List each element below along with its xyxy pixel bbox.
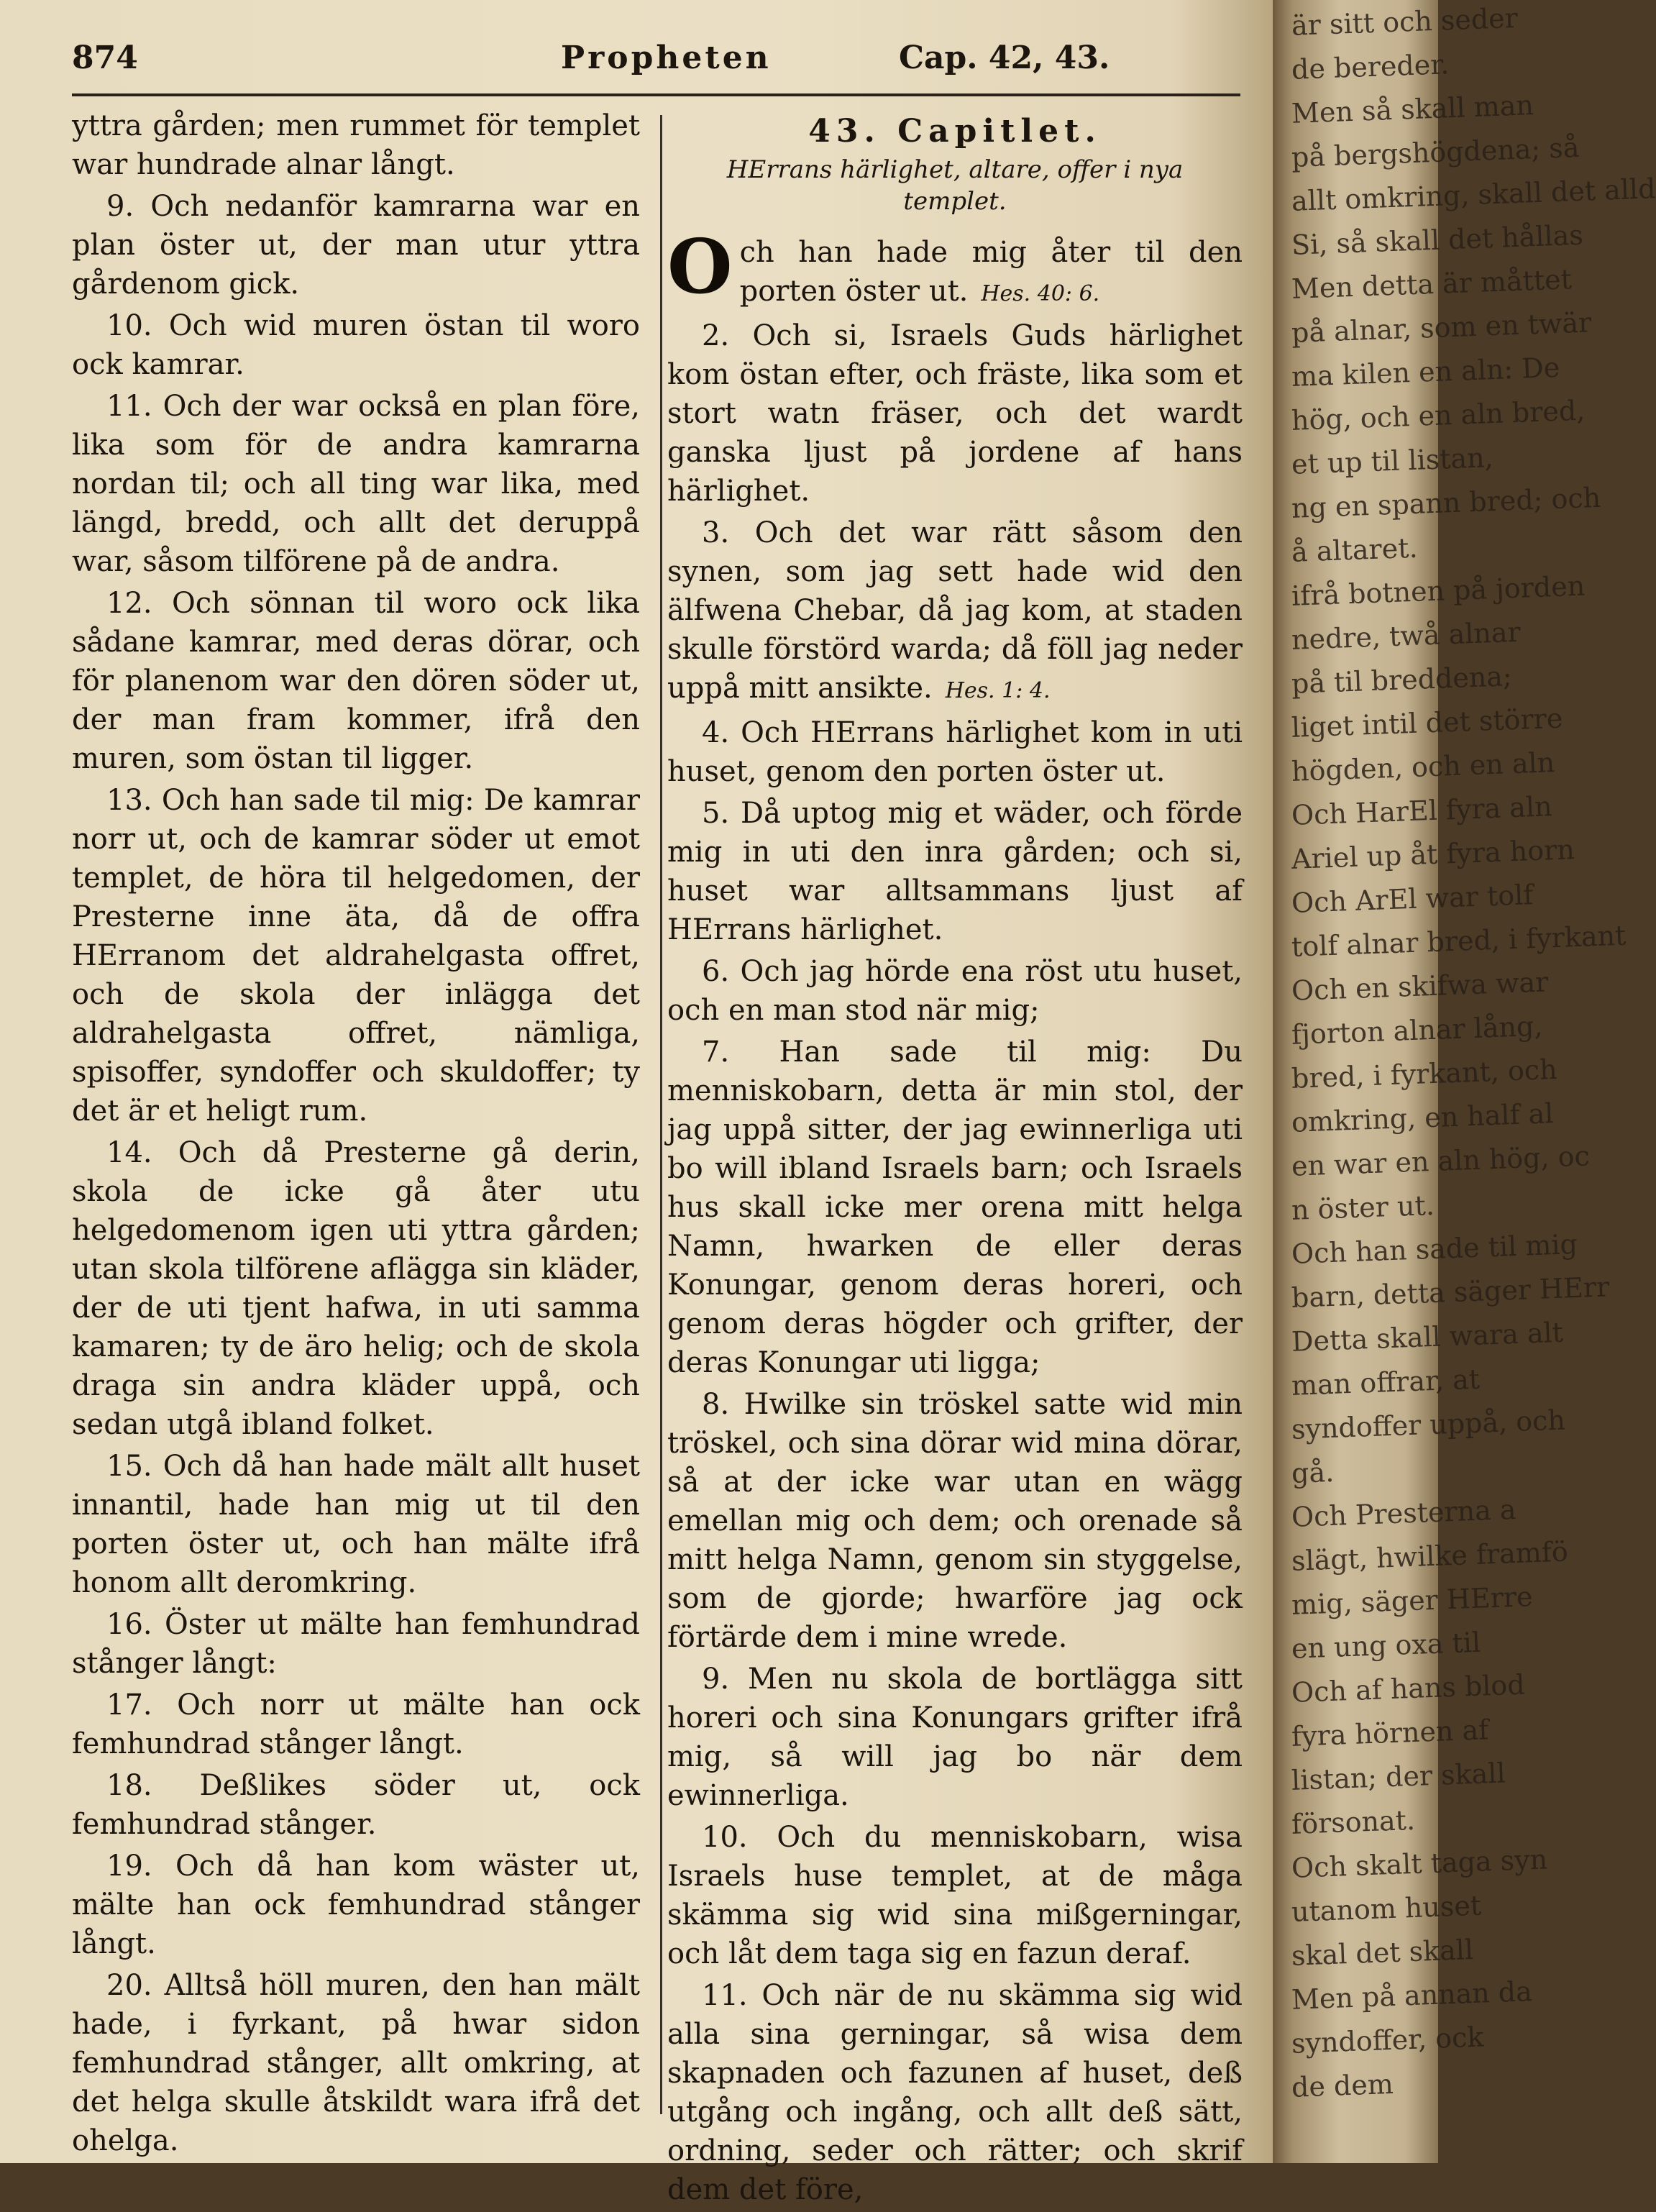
verse-number: 11.: [106, 390, 152, 423]
verse-text: Och der war också en plan före, lika som för de andra kamrarna nordan til; och all ting war lika, med längd, bredd, och allt det deruppå war, såsom tilförene på de andra.: [72, 390, 640, 578]
cross-reference: Hes. 40: 6.: [981, 281, 1100, 306]
verse-text: Alltså höll muren, den han mält hade, i fyrkant, på hwar sidon femhundrad stånger, allt omkring, at det helga skulle åtskildt wara ifrå det ohelga.: [72, 1969, 640, 2157]
facing-page-line: n öster ut.: [1291, 1189, 1435, 1226]
verse-number: 16.: [106, 1608, 152, 1641]
facing-page-line: mig, säger HErre: [1291, 1581, 1534, 1621]
facing-page-line: Och ArEl war tolf: [1291, 879, 1534, 919]
verse-paragraph: [72, 106, 640, 184]
facing-page-line: Detta skall wara alt: [1291, 1316, 1564, 1358]
facing-page-line: Men så skall man: [1291, 89, 1534, 129]
verse-paragraph: [72, 1686, 640, 1763]
facing-page-line: fyra hörnen af: [1291, 1714, 1489, 1752]
verse-text: Och HErrans härlighet kom in uti huset, genom den porten öster ut.: [667, 716, 1243, 788]
verse-paragraph: [72, 1447, 640, 1602]
page-number: 874: [72, 40, 138, 76]
verse-text: Deßlikes söder ut, ock femhundrad stånger.: [72, 1769, 640, 1841]
verse-number: 10.: [702, 1821, 748, 1854]
verse-paragraph: [72, 1605, 640, 1683]
verse-paragraph: [72, 187, 640, 303]
facing-page-edge: [1273, 0, 1656, 2163]
verse-text: Och när de nu skämma sig wid alla sina gerningar, så wisa dem skapnaden och fazunen af huset, deß utgång och ingång, och allt deß sätt, ordning, seder och rätter; och skrif dem det före,: [667, 1979, 1243, 2206]
facing-page-line: de dem: [1291, 2067, 1394, 2103]
verse-number: 4.: [702, 716, 730, 749]
verse-text: Och han sade til mig: De kamrar norr ut, och de kamrar söder ut emot templet, de höra til helgedomen, der Presterne inne äta, då de offra HErranom det aldrahelgasta offret, och de skola der inlägga det aldrahelgasta offret, nämliga, spisoffer, syndoffer och skuldoffer; ty det är et heligt rum.: [72, 784, 640, 1128]
verse-text: ch han hade mig åter til den porten öster ut.: [739, 236, 1243, 308]
verse-paragraph: [667, 222, 1243, 314]
verse-paragraph: [667, 513, 1243, 710]
facing-page-line: Och HarEl fyra aln: [1291, 790, 1553, 831]
facing-page-line: barn, detta säger HErr: [1291, 1271, 1610, 1314]
facing-page-line: hög, och en aln bred,: [1291, 394, 1586, 437]
drop-cap: O: [667, 222, 733, 311]
facing-page-line: försonat.: [1291, 1804, 1416, 1840]
facing-page-line: gå.: [1291, 1455, 1335, 1489]
facing-page-line: Och skalt taga syn: [1291, 1843, 1548, 1884]
verse-number: 6.: [702, 955, 730, 988]
facing-page-line: en war en aln hög, oc: [1291, 1140, 1591, 1182]
verse-number: 14.: [106, 1136, 152, 1169]
column-divider: [660, 115, 662, 2114]
verse-text: Och wid muren östan til woro ock kamrar.: [72, 309, 641, 381]
verse-paragraph: [72, 781, 640, 1130]
verse-text: Och norr ut mälte han ock femhundrad stånger långt.: [72, 1688, 640, 1760]
facing-page-line: ng en spann bred; och: [1291, 481, 1601, 524]
facing-page-line: är sitt och seder: [1291, 1, 1519, 42]
verse-paragraph: [667, 316, 1243, 511]
right-column: [667, 106, 1243, 2212]
facing-page-line: på til breddena;: [1291, 660, 1513, 700]
verse-text: Och nedanför kamrarna war en plan öster ut, der man utur yttra gårdenom gick.: [72, 190, 640, 301]
verse-number: 7.: [702, 1036, 730, 1069]
facing-page-line: Och han sade til mig: [1291, 1228, 1578, 1270]
facing-page-line: fjorton alnar lång,: [1291, 1010, 1544, 1051]
facing-page-line: ma kilen en aln: De: [1291, 351, 1560, 393]
verse-paragraph: [667, 1033, 1243, 1382]
facing-page-line: listan; der skall: [1291, 1757, 1506, 1796]
chapter-summary: HErrans härlighet, altare, offer i nya templet.: [726, 155, 1184, 216]
verse-text: Och då han hade mält allt huset innantil, hade han mig ut til den porten öster ut, och han mälte ifrå honom allt deromkring.: [72, 1450, 640, 1599]
verse-text: yttra gården; men rummet för templet war hundrade alnar långt.: [72, 109, 640, 181]
verse-number: 15.: [106, 1450, 152, 1483]
facing-page-line: syndoffer uppå, och: [1291, 1404, 1566, 1445]
verse-text: Då uptog mig et wäder, och förde mig in uti den inra gården; och si, huset war alltsammans ljust af HErrans härlighet.: [667, 797, 1243, 946]
verse-number: 18.: [106, 1769, 152, 1802]
verse-text: Men nu skola de bortlägga sitt horeri och sina Konungars grifter ifrå mig, så will jag bo när dem ewinnerliga.: [667, 1663, 1243, 1812]
verse-number: 17.: [106, 1688, 152, 1722]
facing-page-line: Men på annan da: [1291, 1975, 1533, 2016]
verse-paragraph: [667, 1385, 1243, 1657]
verse-text: Hwilke sin tröskel satte wid min tröskel, och sina dörar wid mina dörar, så at der icke war utan en wägg emellan mig och dem; och orenade så mitt helga Namn, genom sin styggelse, som de gjorde; hwarföre jag ock förtärde dem i mine wrede.: [667, 1388, 1243, 1654]
verse-number: 20.: [106, 1969, 152, 2002]
facing-page-line: Si, så skall det hållas: [1291, 219, 1584, 261]
verse-number: 11.: [702, 1979, 748, 2012]
verse-paragraph: [72, 584, 640, 778]
verse-paragraph: [72, 387, 640, 581]
verse-paragraph: [72, 1847, 640, 1963]
facing-page-line: skal det skall: [1291, 1934, 1474, 1972]
facing-page-line: Och en skifwa war: [1291, 966, 1550, 1007]
verse-number: 12.: [106, 587, 152, 620]
facing-page-line: utanom huset: [1291, 1889, 1482, 1928]
chapter-heading: 43. Capitlet.: [808, 113, 1102, 150]
facing-page-line: liget intil det större: [1291, 702, 1563, 744]
facing-page-line: nedre, twå alnar: [1291, 616, 1522, 656]
verse-text: Och då Presterne gå derin, skola de icke gå åter utu helgedomenom igen uti yttra gården; utan skola tilförene aflägga sin kläder, der de uti tjent hafwa, in uti samma kamaren; ty de äro helig; och de skola draga sin andra kläder uppå, och sedan utgå ibland folket.: [72, 1136, 640, 1441]
verse-paragraph: [667, 1660, 1243, 1815]
verse-number: 3.: [702, 516, 730, 549]
verse-text: Han sade til mig: Du menniskobarn, detta är min stol, der jag uppå sitter, der jag ewinnerliga uti bo will ibland Israels barn; och Israels hus skall icke mer orena mitt helga Namn, hwarken de eller deras Konungar, genom deras horeri, och genom deras högder och grifter, der deras Konungar uti ligga;: [667, 1036, 1243, 1379]
verse-paragraph: [72, 1133, 640, 1444]
verse-paragraph: [72, 1766, 640, 1844]
verse-paragraph: [667, 713, 1243, 791]
verse-text: Och det war rätt såsom den synen, som jag sett hade wid den älfwena Chebar, då jag kom, at staden skulle förstörd warda; då föll jag neder uppå mitt ansikte.: [667, 516, 1243, 705]
facing-page-line: på bergshögdena; så: [1291, 131, 1580, 173]
verse-paragraph: [667, 1976, 1243, 2209]
verse-text: Och då han kom wäster ut, mälte han ock femhundrad stånger långt.: [72, 1850, 640, 1960]
facing-page-line: allt omkring, skall det alld: [1291, 173, 1656, 217]
running-title: Propheten: [561, 40, 772, 76]
facing-page-line: de bereder.: [1291, 48, 1450, 86]
facing-page-line: slägt, hwilke framfö: [1291, 1535, 1569, 1577]
verse-text: Och du menniskobarn, wisa Israels huse templet, at de måga skämma sig wid sina mißgerningar, och låt dem taga sig en fazun deraf.: [667, 1821, 1243, 1970]
cross-reference: Hes. 1: 4.: [945, 678, 1051, 703]
facing-page-line: ifrå botnen på jorden: [1291, 570, 1586, 612]
facing-page-line: å altaret.: [1291, 531, 1419, 568]
verse-number: 8.: [702, 1388, 730, 1421]
facing-page-line: omkring, en half al: [1291, 1097, 1555, 1138]
verse-number: 10.: [106, 309, 152, 342]
page-header: [72, 40, 1240, 90]
facing-page-line: Men detta är måttet: [1291, 263, 1573, 305]
verse-text: Och jag hörde ena röst utu huset, och en man stod när mig;: [667, 955, 1243, 1027]
facing-page-line: på alnar, som en twär: [1291, 306, 1592, 349]
facing-page-line: tolf alnar bred, i fyrkant: [1291, 919, 1627, 963]
facing-page-line: et up til listan,: [1291, 442, 1494, 480]
verse-text: Och si, Israels Guds härlighet kom östan efter, och fräste, lika som et stort watn fräser, och det wardt ganska ljust på jordene af hans härlighet.: [667, 319, 1243, 508]
facing-page-line: högden, och en aln: [1291, 746, 1555, 787]
chapter-reference: Cap. 42, 43.: [899, 40, 1110, 76]
verse-number: 13.: [106, 784, 152, 817]
facing-page-line: Och Presterna a: [1291, 1493, 1517, 1533]
verse-paragraph: [72, 1966, 640, 2160]
verse-text: Öster ut mälte han femhundrad stånger långt:: [72, 1608, 640, 1680]
verse-number: 2.: [702, 319, 730, 352]
verse-number: 9.: [702, 1663, 730, 1696]
facing-page-line: man offrar, at: [1291, 1363, 1481, 1402]
verse-paragraph: [667, 952, 1243, 1030]
facing-page-line: Ariel up åt fyra horn: [1291, 833, 1575, 875]
facing-page-line: en ung oxa til: [1291, 1626, 1481, 1665]
verse-number: 19.: [106, 1850, 152, 1883]
verse-number: 5.: [702, 797, 730, 830]
verse-paragraph: [667, 1818, 1243, 1973]
verse-text: Och sönnan til woro ock lika sådane kamrar, med deras dörar, och för planenom war den dören söder ut, der man fram kommer, ifrå den muren, som östan til ligger.: [72, 587, 640, 775]
verse-number: 9.: [106, 190, 134, 223]
verse-paragraph: [667, 794, 1243, 949]
left-column: [72, 106, 640, 2163]
header-rule: [72, 93, 1240, 96]
facing-page-line: bred, i fyrkant, och: [1291, 1053, 1558, 1094]
facing-page-line: syndoffer, ock: [1291, 2021, 1485, 2060]
facing-page-line: Och af hans blod: [1291, 1668, 1526, 1709]
verse-paragraph: [72, 306, 640, 384]
